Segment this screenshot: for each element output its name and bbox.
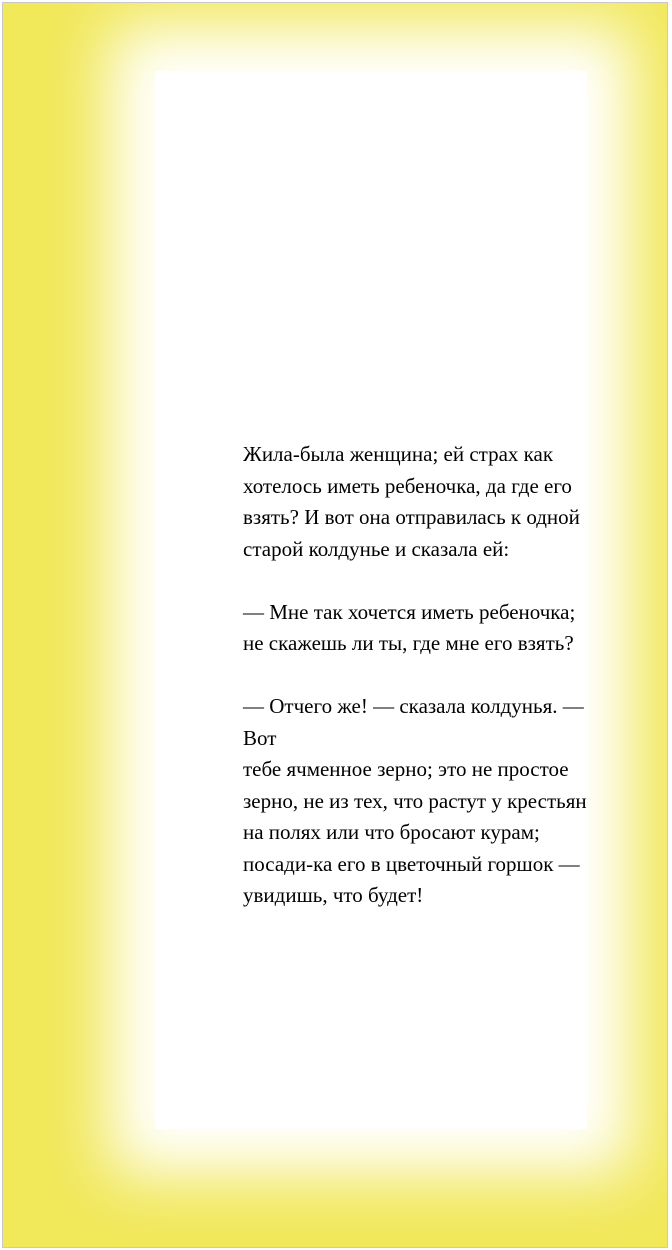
- story-paragraph-3: — Отчего же! — сказала колдунья. — Вот тебе ячменное зерно; это не простое зерно, не из тех, что растут у крестьян на полях или что бросают курам; посади-ка его в цветочный горшок — увидишь, что будет!: [243, 694, 587, 907]
- story-paragraph-2: — Мне так хочется иметь ребеночка; не скажешь ли ты, где мне его взять?: [243, 599, 576, 655]
- story-text: [243, 439, 615, 943]
- story-paragraph-1: Жила-была женщина; ей страх как хотелось иметь ребеночка, да где его взять? И вот она отправилась к одной старой колдунье и сказала ей:: [243, 442, 580, 561]
- book-page: [2, 2, 668, 1248]
